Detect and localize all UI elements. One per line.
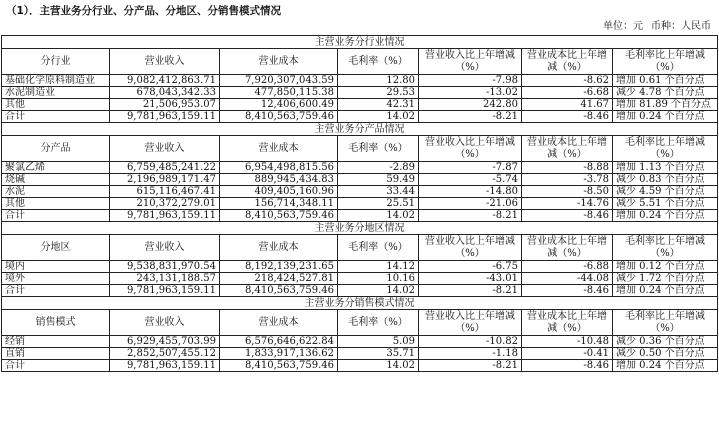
revenue-change-cell: -8.21 — [419, 111, 522, 123]
row-label: 水泥制造业 — [2, 87, 110, 99]
header-category: 分产品 — [2, 136, 110, 162]
cost-change-cell: -8.46 — [522, 285, 613, 297]
cost-cell: 889,945,434.83 — [220, 174, 338, 186]
cost-change-cell: -3.78 — [522, 174, 613, 186]
cost-cell: 8,410,563,759.46 — [220, 360, 338, 372]
gross-margin-cell: 14.02 — [338, 360, 419, 372]
revenue-cell: 9,781,963,159.11 — [110, 285, 220, 297]
header-revenue-change: 营业收入比上年增减（%） — [419, 310, 522, 336]
table-row — [2, 162, 718, 174]
cost-change-cell: -6.88 — [522, 261, 613, 273]
cost-change-cell: -8.62 — [522, 75, 613, 87]
cost-cell: 156,714,348.11 — [220, 198, 338, 210]
row-label: 境外 — [2, 273, 110, 285]
cost-change-cell: -8.46 — [522, 111, 613, 123]
header-cost-change: 营业成本比上年增减（%） — [522, 235, 613, 261]
header-margin-change: 毛利率比上年增减（%） — [613, 235, 718, 261]
table-row — [2, 99, 718, 111]
margin-change-cell: 减少 1.72 个百分点 — [613, 273, 718, 285]
table-row — [2, 174, 718, 186]
gross-margin-cell: 14.02 — [338, 285, 419, 297]
margin-change-cell: 增加 0.12 个百分点 — [613, 261, 718, 273]
table-row — [2, 186, 718, 198]
revenue-cell: 243,131,188.57 — [110, 273, 220, 285]
cost-cell: 7,920,307,043.59 — [220, 75, 338, 87]
gross-margin-cell: 12.80 — [338, 75, 419, 87]
revenue-cell: 9,538,831,970.54 — [110, 261, 220, 273]
section-title: 主营业务分地区情况 — [2, 222, 718, 235]
revenue-cell: 9,781,963,159.11 — [110, 360, 220, 372]
row-label: 经销 — [2, 336, 110, 348]
revenue-cell: 9,082,412,863.71 — [110, 75, 220, 87]
revenue-change-cell: -1.18 — [419, 348, 522, 360]
section-title-row — [2, 36, 718, 49]
revenue-cell: 615,116,467.41 — [110, 186, 220, 198]
header-cost-change: 营业成本比上年增减（%） — [522, 310, 613, 336]
header-cost-change: 营业成本比上年增减（%） — [522, 49, 613, 75]
header-revenue-change: 营业收入比上年增减（%） — [419, 49, 522, 75]
table-row — [2, 360, 718, 372]
section-title: 主营业务分行业情况 — [2, 36, 718, 49]
cost-change-cell: -8.46 — [522, 210, 613, 222]
gross-margin-cell: 5.09 — [338, 336, 419, 348]
revenue-change-cell: -5.74 — [419, 174, 522, 186]
cost-cell: 6,576,646,622.84 — [220, 336, 338, 348]
row-label: 其他 — [2, 99, 110, 111]
row-label: 合计 — [2, 360, 110, 372]
revenue-change-cell: -10.82 — [419, 336, 522, 348]
revenue-cell: 210,372,279.01 — [110, 198, 220, 210]
gross-margin-cell: 59.49 — [338, 174, 419, 186]
margin-change-cell: 减少 0.83 个百分点 — [613, 174, 718, 186]
cost-change-cell: -8.46 — [522, 360, 613, 372]
row-label: 境内 — [2, 261, 110, 273]
header-category: 分行业 — [2, 49, 110, 75]
table-row — [2, 87, 718, 99]
header-margin-change: 毛利率比上年增减（%） — [613, 49, 718, 75]
header-row — [2, 49, 718, 75]
header-gross-margin: 毛利率（%） — [338, 136, 419, 162]
cost-cell: 1,833,917,136.62 — [220, 348, 338, 360]
header-revenue-change: 营业收入比上年增减（%） — [419, 235, 522, 261]
cost-cell: 477,850,115.38 — [220, 87, 338, 99]
revenue-cell: 678,043,342.33 — [110, 87, 220, 99]
unit-currency-line — [595, 20, 711, 34]
gross-margin-cell: 33.44 — [338, 186, 419, 198]
revenue-cell: 21,506,953.07 — [110, 99, 220, 111]
revenue-change-cell: -14.80 — [419, 186, 522, 198]
section-title-row — [2, 222, 718, 235]
gross-margin-cell: 10.16 — [338, 273, 419, 285]
revenue-cell: 9,781,963,159.11 — [110, 210, 220, 222]
row-label: 基础化学原料制造业 — [2, 75, 110, 87]
revenue-change-cell: -8.21 — [419, 285, 522, 297]
revenue-change-cell: -8.21 — [419, 210, 522, 222]
cost-cell: 12,406,600.49 — [220, 99, 338, 111]
margin-change-cell: 减少 0.36 个百分点 — [613, 336, 718, 348]
header-category: 销售模式 — [2, 310, 110, 336]
header-margin-change: 毛利率比上年增减（%） — [613, 310, 718, 336]
header-cost: 营业成本 — [220, 235, 338, 261]
cost-change-cell: -10.48 — [522, 336, 613, 348]
revenue-change-cell: -43.01 — [419, 273, 522, 285]
revenue-cell: 6,929,455,703.99 — [110, 336, 220, 348]
cost-change-cell: -6.68 — [522, 87, 613, 99]
margin-change-cell: 增加 0.24 个百分点 — [613, 285, 718, 297]
table-row — [2, 336, 718, 348]
revenue-change-cell: -6.75 — [419, 261, 522, 273]
table-row — [2, 198, 718, 210]
unit-label: 单位：元 — [603, 21, 643, 32]
header-cost: 营业成本 — [220, 136, 338, 162]
main-business-table — [1, 35, 718, 372]
revenue-cell: 6,759,485,241.22 — [110, 162, 220, 174]
margin-change-cell: 减少 5.51 个百分点 — [613, 198, 718, 210]
gross-margin-cell: 14.02 — [338, 210, 419, 222]
table-row — [2, 210, 718, 222]
margin-change-cell: 减少 4.59 个百分点 — [613, 186, 718, 198]
margin-change-cell: 增加 81.89 个百分点 — [613, 99, 718, 111]
revenue-change-cell: -7.98 — [419, 75, 522, 87]
row-label: 合计 — [2, 210, 110, 222]
header-row — [2, 310, 718, 336]
table-row — [2, 348, 718, 360]
revenue-cell: 9,781,963,159.11 — [110, 111, 220, 123]
revenue-cell: 2,852,507,455.12 — [110, 348, 220, 360]
row-label: 其他 — [2, 198, 110, 210]
table-row — [2, 273, 718, 285]
row-label: 水泥 — [2, 186, 110, 198]
cost-change-cell: -44.08 — [522, 273, 613, 285]
cost-cell: 409,405,160.96 — [220, 186, 338, 198]
header-revenue: 营业收入 — [110, 235, 220, 261]
cost-change-cell: -8.88 — [522, 162, 613, 174]
cost-cell: 8,192,139,231.65 — [220, 261, 338, 273]
table-row — [2, 285, 718, 297]
section-title: 主营业务分产品情况 — [2, 123, 718, 136]
gross-margin-cell: 14.12 — [338, 261, 419, 273]
header-gross-margin: 毛利率（%） — [338, 310, 419, 336]
margin-change-cell: 减少 0.50 个百分点 — [613, 348, 718, 360]
margin-change-cell: 增加 1.13 个百分点 — [613, 162, 718, 174]
header-gross-margin: 毛利率（%） — [338, 235, 419, 261]
margin-change-cell: 减少 4.78 个百分点 — [613, 87, 718, 99]
gross-margin-cell: -2.89 — [338, 162, 419, 174]
header-category: 分地区 — [2, 235, 110, 261]
section-heading: （1）．主营业务分行业、分产品、分地区、分销售模式情况 — [6, 5, 282, 17]
table-row — [2, 261, 718, 273]
header-cost-change: 营业成本比上年增减（%） — [522, 136, 613, 162]
header-revenue: 营业收入 — [110, 310, 220, 336]
margin-change-cell: 增加 0.24 个百分点 — [613, 111, 718, 123]
cost-change-cell: -14.76 — [522, 198, 613, 210]
revenue-change-cell: -8.21 — [419, 360, 522, 372]
currency-label: 币种：人民币 — [651, 21, 711, 32]
header-revenue-change: 营业收入比上年增减（%） — [419, 136, 522, 162]
header-row — [2, 235, 718, 261]
header-margin-change: 毛利率比上年增减（%） — [613, 136, 718, 162]
section-title: 主营业务分销售模式情况 — [2, 297, 718, 310]
cost-cell: 8,410,563,759.46 — [220, 210, 338, 222]
cost-cell: 218,424,527.81 — [220, 273, 338, 285]
cost-change-cell: -0.41 — [522, 348, 613, 360]
cost-cell: 8,410,563,759.46 — [220, 285, 338, 297]
revenue-change-cell: 242.80 — [419, 99, 522, 111]
revenue-cell: 2,196,989,171.47 — [110, 174, 220, 186]
section-title-row — [2, 123, 718, 136]
cost-cell: 8,410,563,759.46 — [220, 111, 338, 123]
header-cost: 营业成本 — [220, 310, 338, 336]
margin-change-cell: 增加 0.61 个百分点 — [613, 75, 718, 87]
revenue-change-cell: -21.06 — [419, 198, 522, 210]
revenue-change-cell: -13.02 — [419, 87, 522, 99]
cost-cell: 6,954,498,815.56 — [220, 162, 338, 174]
revenue-change-cell: -7.87 — [419, 162, 522, 174]
cost-change-cell: 41.67 — [522, 99, 613, 111]
table-row — [2, 75, 718, 87]
gross-margin-cell: 29.53 — [338, 87, 419, 99]
margin-change-cell: 增加 0.24 个百分点 — [613, 360, 718, 372]
header-revenue: 营业收入 — [110, 49, 220, 75]
gross-margin-cell: 25.51 — [338, 198, 419, 210]
gross-margin-cell: 14.02 — [338, 111, 419, 123]
row-label: 烧碱 — [2, 174, 110, 186]
row-label: 聚氯乙烯 — [2, 162, 110, 174]
cost-change-cell: -8.50 — [522, 186, 613, 198]
header-cost: 营业成本 — [220, 49, 338, 75]
header-row — [2, 136, 718, 162]
gross-margin-cell: 35.71 — [338, 348, 419, 360]
row-label: 合计 — [2, 285, 110, 297]
margin-change-cell: 增加 0.24 个百分点 — [613, 210, 718, 222]
section-title-row — [2, 297, 718, 310]
row-label: 合计 — [2, 111, 110, 123]
header-gross-margin: 毛利率（%） — [338, 49, 419, 75]
header-revenue: 营业收入 — [110, 136, 220, 162]
gross-margin-cell: 42.31 — [338, 99, 419, 111]
table-row — [2, 111, 718, 123]
row-label: 直销 — [2, 348, 110, 360]
